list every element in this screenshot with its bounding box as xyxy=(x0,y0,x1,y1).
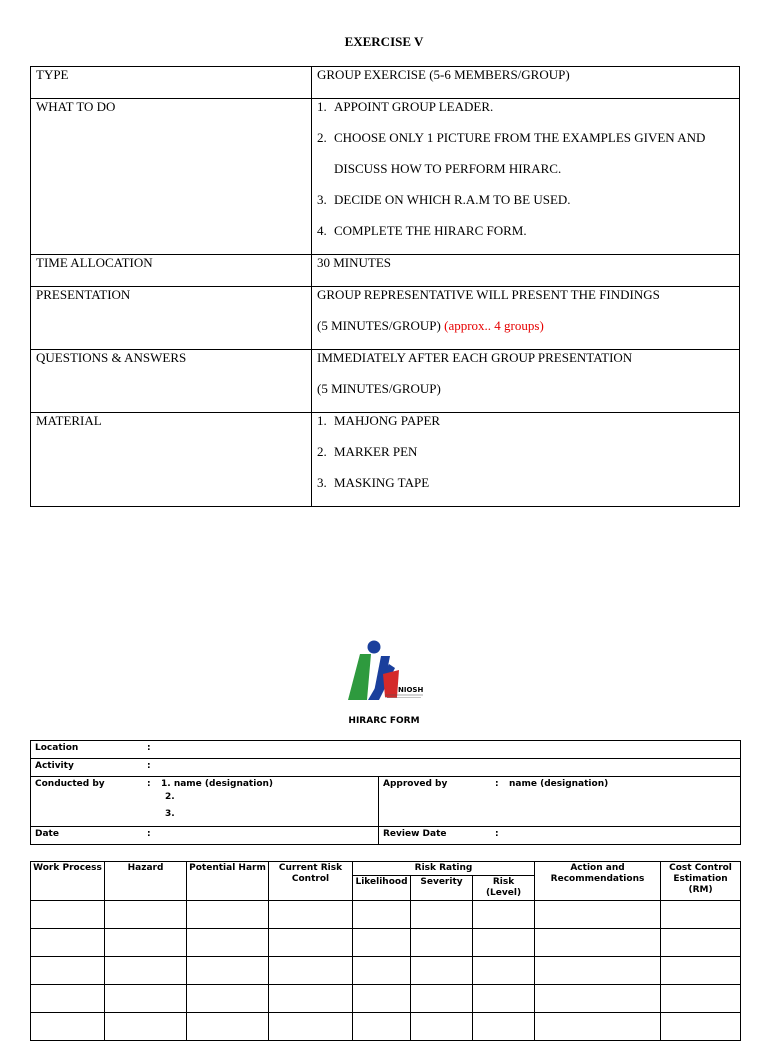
table-cell[interactable] xyxy=(105,929,187,957)
exercise-line-text: DECIDE ON WHICH R.A.M TO BE USED. xyxy=(334,192,571,207)
exercise-row xyxy=(31,350,740,413)
exercise-line xyxy=(317,475,734,506)
table-cell[interactable] xyxy=(187,901,269,929)
exercise-row-value xyxy=(312,350,740,413)
table-row xyxy=(31,901,741,929)
conducted-by-label: Conducted by xyxy=(35,779,105,789)
hirarc-info-table xyxy=(30,740,741,845)
exercise-row-key xyxy=(31,350,312,413)
list-number: 1. xyxy=(317,413,327,428)
exercise-line xyxy=(317,67,734,98)
table-cell[interactable] xyxy=(411,929,473,957)
exercise-row-value xyxy=(312,67,740,99)
table-cell[interactable] xyxy=(473,985,535,1013)
exercise-line xyxy=(317,381,734,412)
table-cell[interactable] xyxy=(411,957,473,985)
approved-by-cell[interactable]: Approved by : name (designation) xyxy=(379,777,741,827)
exercise-line xyxy=(317,350,734,381)
exercise-line xyxy=(317,255,734,286)
table-cell[interactable] xyxy=(269,957,353,985)
exercise-line-text: 30 MINUTES xyxy=(317,255,392,270)
table-cell[interactable] xyxy=(269,901,353,929)
activity-row[interactable]: Activity : xyxy=(31,759,741,777)
exercise-row-key-text: MATERIAL xyxy=(36,413,102,428)
location-row[interactable]: Location : xyxy=(31,741,741,759)
hirarc-grid xyxy=(30,861,741,1041)
list-number: 2. xyxy=(317,130,327,145)
exercise-row-key xyxy=(31,413,312,507)
niosh-logo-text: NIOSH xyxy=(398,686,424,694)
table-cell[interactable] xyxy=(353,985,411,1013)
exercise-line xyxy=(317,99,734,130)
exercise-row-value xyxy=(312,413,740,507)
location-label: Location xyxy=(35,743,79,753)
table-cell[interactable] xyxy=(661,985,741,1013)
exercise-row-key-text: QUESTIONS & ANSWERS xyxy=(36,350,187,365)
table-row xyxy=(31,957,741,985)
exercise-line xyxy=(317,130,734,161)
col-potential-harm: Potential Harm xyxy=(187,862,269,901)
list-number: 3. xyxy=(317,475,327,490)
exercise-line xyxy=(317,318,734,349)
col-hazard: Hazard xyxy=(105,862,187,901)
exercise-row-key-text: PRESENTATION xyxy=(36,287,131,302)
exercise-line-text: COMPLETE THE HIRARC FORM. xyxy=(334,223,527,238)
table-cell[interactable] xyxy=(187,985,269,1013)
table-row xyxy=(31,1013,741,1041)
exercise-row xyxy=(31,413,740,507)
exercise-line xyxy=(317,287,734,318)
table-cell[interactable] xyxy=(411,901,473,929)
list-number: 3. xyxy=(317,192,327,207)
exercise-row-key xyxy=(31,67,312,99)
col-work-process: Work Process xyxy=(31,862,105,901)
exercise-line xyxy=(317,223,734,254)
table-cell[interactable] xyxy=(353,901,411,929)
table-cell[interactable] xyxy=(661,957,741,985)
exercise-line-text: DISCUSS HOW TO PERFORM HIRARC. xyxy=(334,161,562,176)
table-cell[interactable] xyxy=(661,901,741,929)
exercise-row-key-text: WHAT TO DO xyxy=(36,99,116,114)
exercise-line-text: IMMEDIATELY AFTER EACH GROUP PRESENTATION xyxy=(317,350,633,365)
niosh-logo xyxy=(343,640,425,704)
hirarc-form-title: HIRARC FORM xyxy=(348,716,420,726)
date-cell[interactable]: Date : xyxy=(31,827,379,845)
col-risk-level: Risk (Level) xyxy=(473,876,535,901)
table-cell[interactable] xyxy=(535,901,661,929)
table-cell[interactable] xyxy=(105,901,187,929)
approved-by-label: Approved by xyxy=(383,779,448,789)
exercise-row-key-text: TYPE xyxy=(36,67,69,82)
table-cell[interactable] xyxy=(187,1013,269,1041)
exercise-row-value xyxy=(312,255,740,287)
exercise-line xyxy=(317,161,734,192)
exercise-table xyxy=(30,66,740,507)
conducted-by-1: 1. name (designation) xyxy=(161,779,274,789)
table-cell[interactable] xyxy=(31,901,105,929)
col-likelihood: Likelihood xyxy=(353,876,411,901)
review-date-label: Review Date xyxy=(383,829,447,839)
col-severity: Severity xyxy=(411,876,473,901)
table-cell[interactable] xyxy=(269,929,353,957)
table-cell[interactable] xyxy=(269,985,353,1013)
table-cell[interactable] xyxy=(105,985,187,1013)
table-cell[interactable] xyxy=(535,957,661,985)
table-cell[interactable] xyxy=(411,1013,473,1041)
exercise-line xyxy=(317,192,734,223)
exercise-row-value xyxy=(312,99,740,255)
exercise-line-text: CHOOSE ONLY 1 PICTURE FROM THE EXAMPLES GIVEN AND xyxy=(334,130,706,145)
table-cell[interactable] xyxy=(411,985,473,1013)
table-cell[interactable] xyxy=(353,957,411,985)
list-number: 1. xyxy=(317,99,327,114)
table-cell[interactable] xyxy=(473,957,535,985)
approved-by-value: name (designation) xyxy=(509,779,609,789)
table-cell[interactable] xyxy=(661,929,741,957)
date-label: Date xyxy=(35,829,59,839)
exercise-line-text: (5 MINUTES/GROUP) xyxy=(317,318,445,333)
exercise-line xyxy=(317,413,734,444)
exercise-row xyxy=(31,67,740,99)
table-cell[interactable] xyxy=(535,929,661,957)
activity-label: Activity xyxy=(35,761,74,771)
exercise-line xyxy=(317,444,734,475)
exercise-row xyxy=(31,99,740,255)
conducted-by-2: 2. xyxy=(165,792,175,802)
col-risk-rating: Risk Rating xyxy=(353,862,535,876)
table-cell[interactable] xyxy=(473,901,535,929)
exercise-row-key xyxy=(31,287,312,350)
exercise-line-text: MARKER PEN xyxy=(334,444,418,459)
table-cell[interactable] xyxy=(31,957,105,985)
conducted-by-cell[interactable]: Conducted by : 1. name (designation) 2. 3. xyxy=(31,777,379,827)
table-cell[interactable] xyxy=(661,1013,741,1041)
table-cell[interactable] xyxy=(187,957,269,985)
table-cell[interactable] xyxy=(31,985,105,1013)
exercise-row xyxy=(31,287,740,350)
table-cell[interactable] xyxy=(105,957,187,985)
table-cell[interactable] xyxy=(353,929,411,957)
table-cell[interactable] xyxy=(535,1013,661,1041)
table-cell[interactable] xyxy=(473,929,535,957)
col-action: Action and Recommendations xyxy=(535,862,661,901)
exercise-row-key xyxy=(31,255,312,287)
exercise-line-text: GROUP EXERCISE (5-6 MEMBERS/GROUP) xyxy=(317,67,570,82)
list-number: 2. xyxy=(317,444,327,459)
table-cell[interactable] xyxy=(353,1013,411,1041)
table-cell[interactable] xyxy=(31,1013,105,1041)
exercise-line-text: (5 MINUTES/GROUP) xyxy=(317,381,441,396)
table-cell[interactable] xyxy=(535,985,661,1013)
table-cell[interactable] xyxy=(31,929,105,957)
table-cell[interactable] xyxy=(105,1013,187,1041)
table-cell[interactable] xyxy=(187,929,269,957)
col-cost: Cost Control Estimation (RM) xyxy=(661,862,741,901)
conducted-by-3: 3. xyxy=(165,809,175,819)
exercise-row-value xyxy=(312,287,740,350)
list-number: 4. xyxy=(317,223,327,238)
exercise-row-key xyxy=(31,99,312,255)
exercise-line-text: APPOINT GROUP LEADER. xyxy=(334,99,494,114)
table-row xyxy=(31,985,741,1013)
exercise-title: EXERCISE V xyxy=(344,34,424,49)
table-cell[interactable] xyxy=(473,1013,535,1041)
col-current-risk-control: Current Risk Control xyxy=(269,862,353,901)
table-cell[interactable] xyxy=(269,1013,353,1041)
exercise-line-text: MAHJONG PAPER xyxy=(334,413,441,428)
exercise-line-text: GROUP REPRESENTATIVE WILL PRESENT THE FINDINGS xyxy=(317,287,660,302)
exercise-row xyxy=(31,255,740,287)
exercise-note-red: (approx.. 4 groups) xyxy=(444,318,544,333)
table-row xyxy=(31,929,741,957)
review-date-cell[interactable]: Review Date : xyxy=(379,827,741,845)
exercise-line-text: MASKING TAPE xyxy=(334,475,430,490)
exercise-row-key-text: TIME ALLOCATION xyxy=(36,255,153,270)
